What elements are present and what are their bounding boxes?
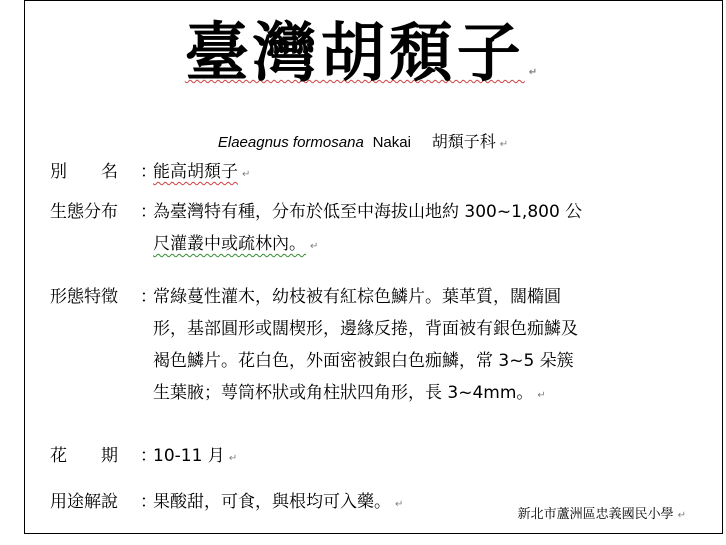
section-line: 生葉腋；萼筒杯狀或角柱狀四角形，長 3~4mm。 [153,383,534,403]
section-separator: ： [140,446,157,466]
section-distribution [50,196,700,263]
section-label: 別 名 [50,162,118,182]
section-morphology [50,281,700,412]
family-name: 胡頹子科 [431,132,496,151]
footer-text: 新北市蘆洲區忠義國民小學 [517,507,674,522]
scientific-name: Elaeagnus formosana [217,134,364,151]
section-label: 生態分布 [50,202,118,222]
paragraph-mark-icon: ↵ [242,169,251,180]
paragraph-mark-icon: ↵ [310,241,319,252]
section-text: 10-11 月 [153,446,225,466]
school-name [518,506,686,525]
section-text: 能高胡頹子 [153,162,238,182]
paragraph-mark-icon: ↵ [228,453,238,464]
section-line: 尺灌叢中或疏林內。 [153,234,306,254]
paragraph-mark-icon: ↵ [395,499,404,510]
section-label: 形態特徵 [50,287,118,307]
section-line: 形，基部圓形或闊楔形，邊緣反捲，背面被有銀色痂鱗及 [153,319,578,339]
author-name: Nakai [372,134,411,151]
paragraph-mark-icon: ↵ [528,67,542,78]
section-flowering [50,440,700,475]
page-title [0,14,726,113]
section-text: 果酸甜，可食，與根均可入藥。 [153,492,391,512]
section-line: 常綠蔓性灌木，幼枝被有紅棕色鱗片。葉革質，闊橢圓 [153,287,561,307]
section-label: 用途解說 [50,492,118,512]
section-separator: ： [140,492,157,512]
section-separator: ： [140,162,157,182]
paragraph-mark-icon: ↵ [537,390,546,401]
paragraph-mark-icon: ↵ [499,139,509,150]
title-text: 臺灣胡頹子 [184,17,525,91]
section-alias [50,156,700,191]
section-line: 為臺灣特有種，分布於低至中海拔山地約 300~1,800 公 [153,202,583,222]
section-label: 花 期 [50,446,118,466]
section-separator: ： [140,202,157,222]
section-line: 褐色鱗片。花白色，外面密被銀白色痂鱗，常 3~5 朵簇 [153,351,574,371]
paragraph-mark-icon: ↵ [677,510,686,521]
section-separator: ： [140,287,157,307]
subtitle [0,132,726,155]
